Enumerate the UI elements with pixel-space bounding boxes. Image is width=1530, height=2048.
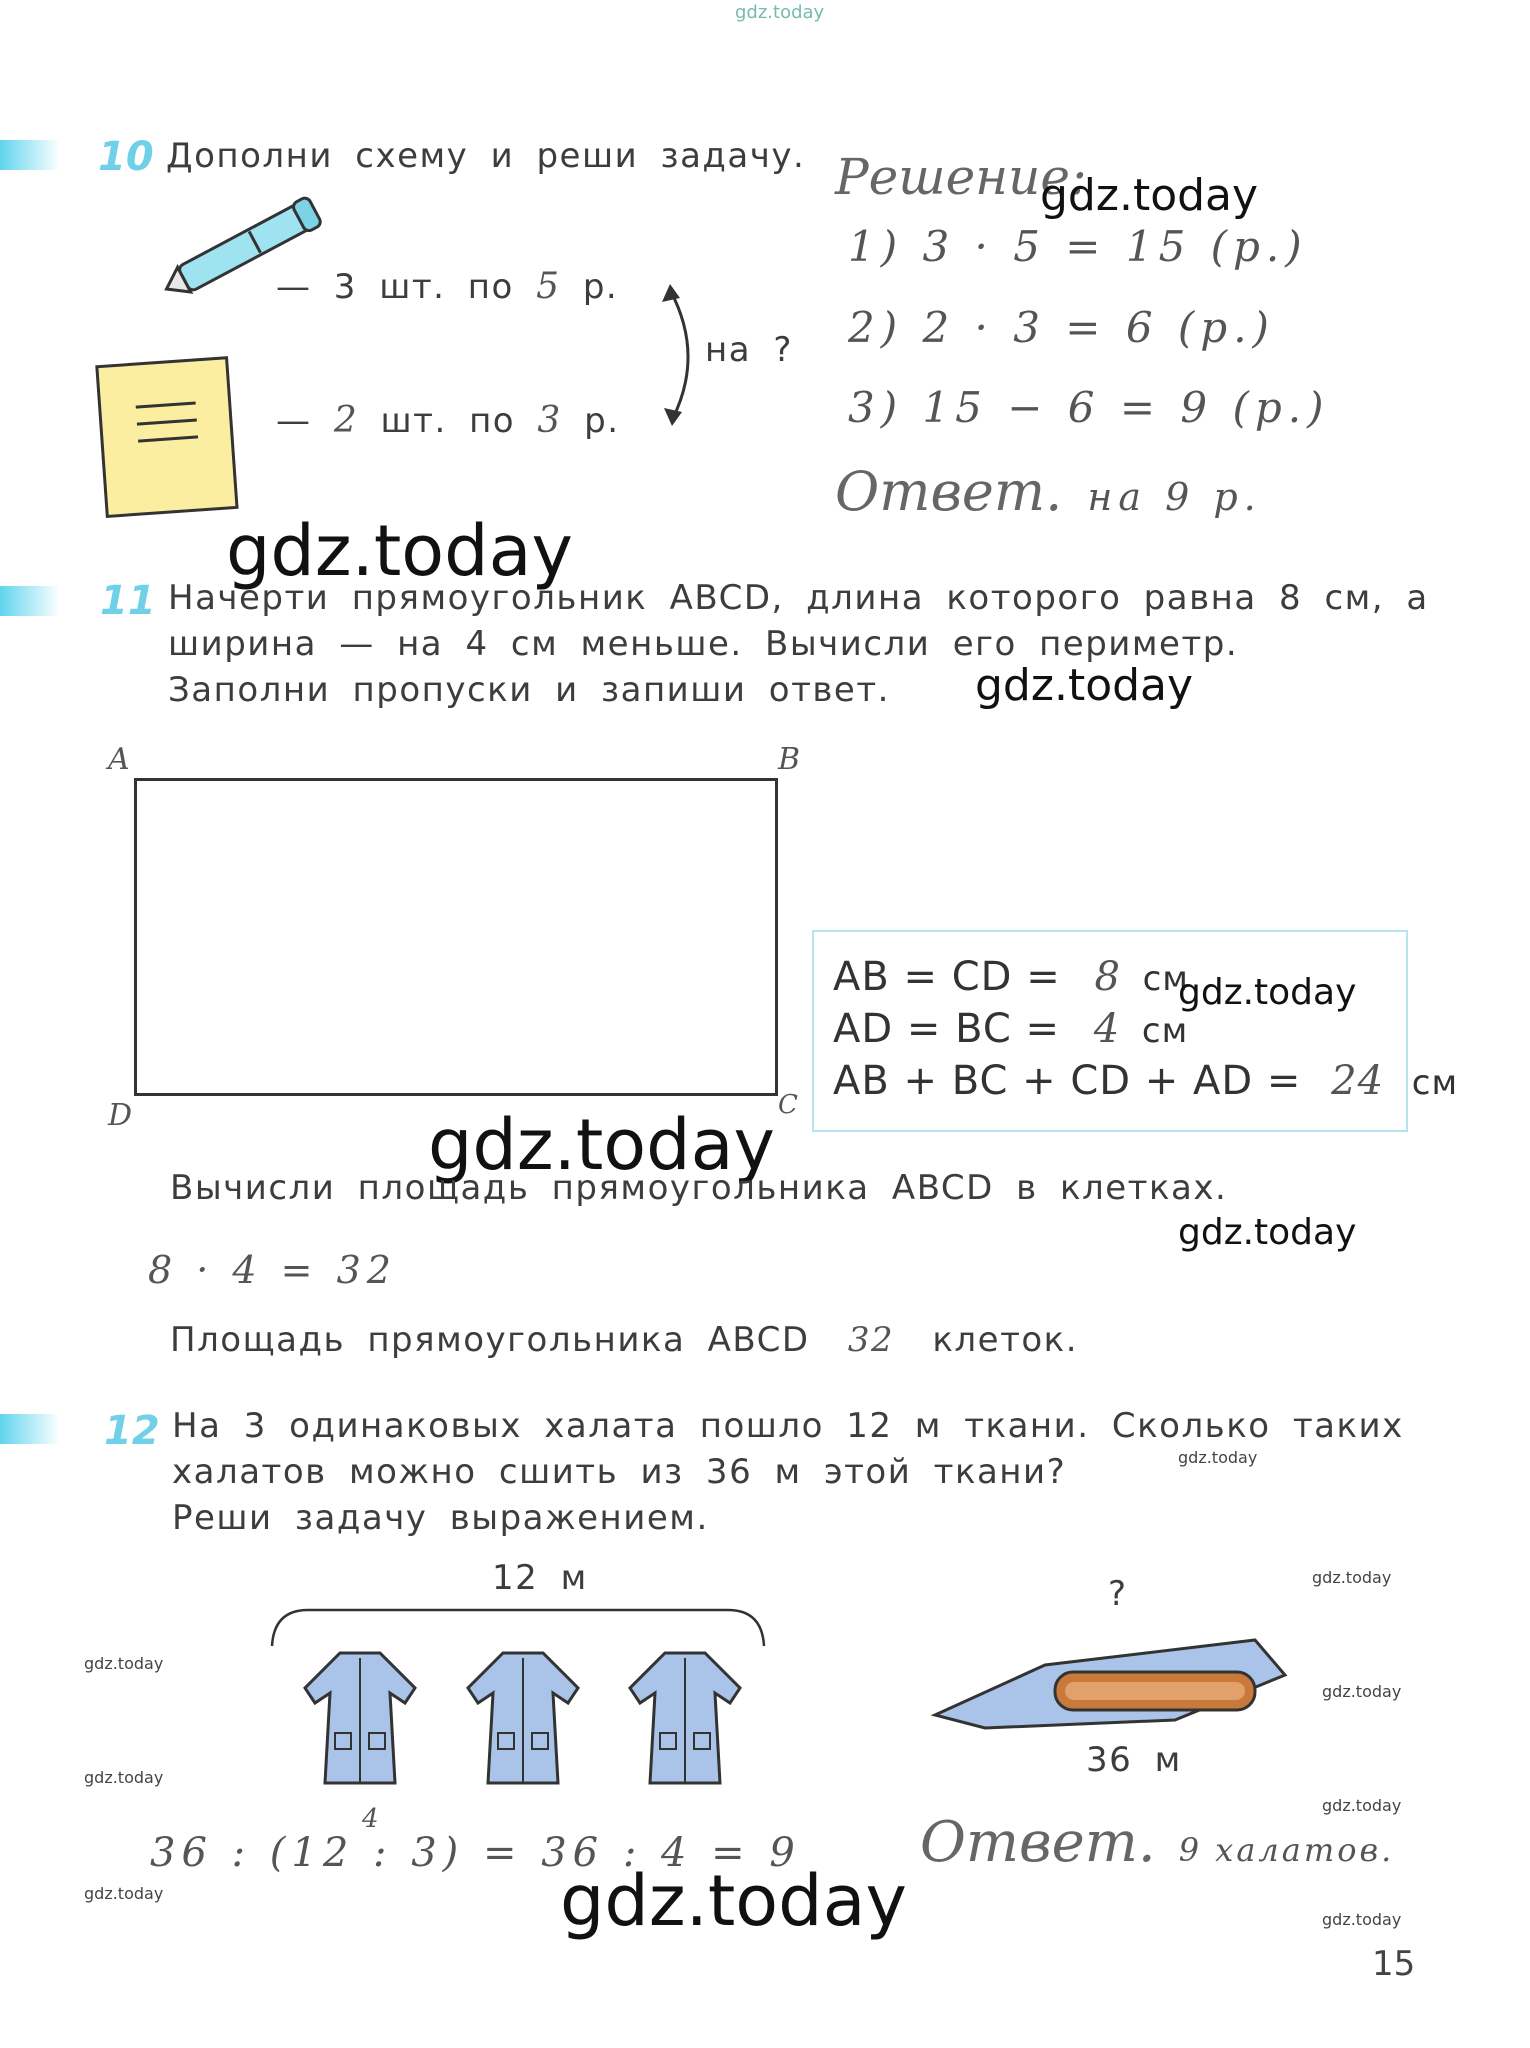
notepad-illustration	[88, 350, 248, 525]
task-11-line-3: Заполни пропуски и запиши ответ.	[168, 670, 890, 710]
label-36m: 36 м	[1086, 1740, 1182, 1780]
answer-label: Ответ.	[920, 1810, 1156, 1875]
pen-line-prefix: — 3 шт. по	[276, 267, 514, 307]
task-11-marker	[0, 586, 60, 616]
corner-label-c: C	[778, 1090, 798, 1120]
page-number: 15	[1372, 1944, 1416, 1984]
label-12m: 12 м	[492, 1558, 588, 1598]
coats-brace	[268, 1600, 768, 1650]
label-question: ?	[1108, 1574, 1128, 1614]
answer-value: 9 халатов.	[1178, 1831, 1395, 1869]
area-value: 32	[847, 1320, 895, 1360]
corner-label-d: D	[108, 1098, 133, 1133]
task-12-marker	[0, 1414, 60, 1444]
corner-label-a: A	[108, 742, 130, 777]
area-prompt: Вычисли площадь прямоугольника ABCD в клетках.	[170, 1168, 1228, 1208]
task-11-number: 11	[100, 578, 156, 624]
task-12-answer	[920, 1810, 1394, 1875]
eq3-unit: см	[1411, 1063, 1459, 1103]
eq1-unit: см	[1142, 959, 1189, 999]
pen-unit: р.	[582, 267, 619, 307]
task-10-text: Дополни схему и реши задачу.	[166, 136, 806, 176]
eq1-value: 8	[1094, 954, 1121, 1000]
perimeter-eq-3	[833, 1058, 1458, 1104]
watermark: gdz.today	[560, 1860, 907, 1942]
eq2-left: AD = BC =	[833, 1006, 1061, 1052]
task-11-line-1: Начерти прямоугольник ABCD, длина которого равна 8 см, а	[168, 578, 1429, 618]
task-12-expression: 36 : (12 : 3) = 36 : 4 = 9	[150, 1830, 801, 1876]
area-line-prefix: Площадь прямоугольника ABCD	[170, 1320, 810, 1360]
watermark: gdz.today	[975, 660, 1194, 711]
perimeter-eq-1	[833, 954, 1189, 1000]
perimeter-eq-2	[833, 1006, 1188, 1052]
solution-step-1: 1) 3 · 5 = 15 (р.)	[848, 222, 1308, 271]
notepad-line-prefix: —	[276, 401, 312, 441]
corner-label-b: B	[778, 742, 801, 777]
task-12-number: 12	[104, 1408, 160, 1454]
watermark: gdz.today	[1178, 1212, 1357, 1253]
pen-line	[276, 266, 618, 307]
watermark-small: gdz.today	[1322, 1796, 1402, 1815]
task-12-line-3: Реши задачу выражением.	[172, 1498, 709, 1538]
watermark-small: gdz.today	[1322, 1910, 1402, 1929]
area-result-line	[170, 1320, 1078, 1360]
task-10-marker	[0, 140, 60, 170]
task-12-line-1: На 3 одинаковых халата пошло 12 м ткани. Сколько таких	[172, 1406, 1404, 1446]
difference-label: на ?	[705, 330, 793, 370]
solution-step-3: 3) 15 − 6 = 9 (р.)	[848, 383, 1330, 432]
watermark-small: gdz.today	[1312, 1568, 1392, 1587]
watermark: gdz.today	[428, 1104, 775, 1186]
watermark-small: gdz.today	[84, 1768, 164, 1787]
watermark-small: gdz.today	[84, 1654, 164, 1673]
coat-icon	[620, 1648, 750, 1788]
watermark: gdz.today	[1178, 972, 1357, 1013]
watermark: gdz.today	[1040, 170, 1259, 221]
coat-icon	[458, 1648, 588, 1788]
area-calculation: 8 · 4 = 32	[148, 1248, 397, 1292]
eq3-left: AB + BC + CD + AD =	[833, 1058, 1302, 1104]
eq1-left: AB = CD =	[833, 954, 1061, 1000]
notepad-line	[276, 400, 620, 441]
task-10-answer	[835, 460, 1262, 523]
notepad-mid: шт. по	[380, 401, 516, 441]
watermark-small: gdz.today	[1322, 1682, 1402, 1701]
watermark-top: gdz.today	[735, 2, 825, 23]
solution-step-2: 2) 2 · 3 = 6 (р.)	[848, 303, 1275, 352]
eq2-value: 4	[1093, 1006, 1121, 1052]
coat-icon	[295, 1648, 425, 1788]
notepad-price: 3	[537, 400, 562, 441]
task-11-line-2: ширина — на 4 см меньше. Вычисли его периметр.	[168, 624, 1239, 664]
solution-title: Решение:	[835, 148, 1087, 206]
eq2-unit: см	[1141, 1011, 1189, 1051]
area-line-suffix: клеток.	[932, 1320, 1079, 1360]
notepad-count: 2	[333, 400, 359, 441]
watermark: gdz.today	[226, 510, 573, 592]
task-12-line-2: халатов можно сшить из 36 м этой ткани?	[172, 1452, 1067, 1492]
answer-label: Ответ.	[835, 460, 1063, 523]
fabric-roll-icon	[925, 1620, 1305, 1740]
answer-value: на 9 р.	[1087, 475, 1262, 519]
rectangle-abcd	[134, 778, 778, 1096]
task-10-number: 10	[98, 134, 154, 180]
pen-price: 5	[536, 266, 561, 307]
watermark-small: gdz.today	[84, 1884, 164, 1903]
notepad-unit: р.	[584, 401, 620, 441]
watermark-small: gdz.today	[1178, 1448, 1258, 1467]
eq3-value: 24	[1331, 1058, 1385, 1104]
small-helper-digit: 4	[362, 1804, 379, 1834]
